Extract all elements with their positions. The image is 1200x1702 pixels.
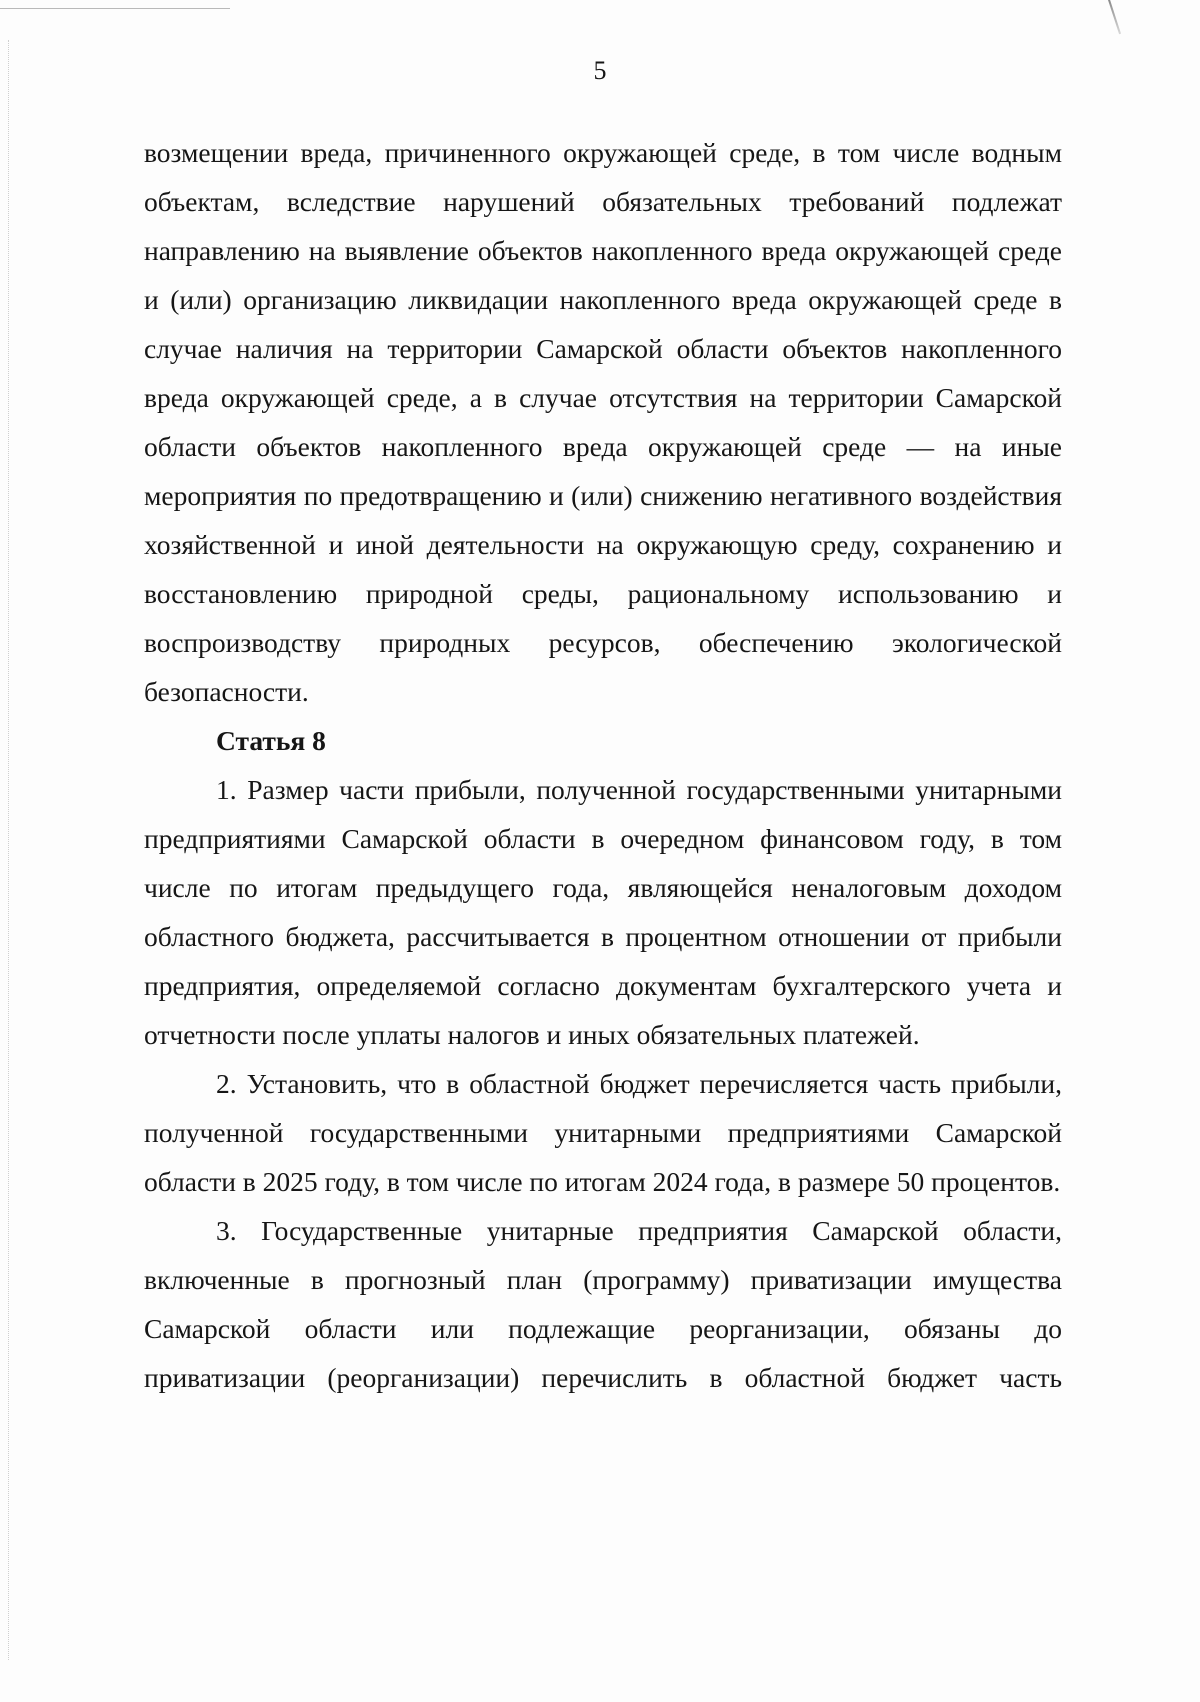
scan-artifact-top-line	[0, 8, 230, 9]
article-item-1: 1. Размер части прибыли, полученной государственными унитарными предприятиями Самарской области в очередном финансовом году, в том числе по итогам предыдущего года, являющейся неналоговым доходом областного бюджета, рассчитывается в процентном отношении от прибыли предприятия, определяемой согласно документам бухгалтерского учета и отчетности после уплаты налогов и иных обязательных платежей.	[144, 774, 1062, 1050]
article-item-3: 3. Государственные унитарные предприятия Самарской области, включенные в прогнозный план (программу) приватизации имущества Самарской области или подлежащие реорганизации, обязаны до приватизации (реорганизации) перечислить в областной бюджет часть	[144, 1215, 1062, 1393]
article-heading: Статья 8	[216, 725, 326, 756]
paragraph-continuation: возмещении вреда, причиненного окружающей среде, в том числе водным объектам, вследствие нарушений обязательных требований подлежат направлению на выявление объектов накопленного вреда окружающей среде и (или) организацию ликвидации накопленного вреда окружающей среде в случае наличия на территории Самарской области объектов накопленного вреда окружающей среде, а в случае отсутствия на территории Самарской области объектов накопленного вреда окружающей среде — на иные мероприятия по предотвращению и (или) снижению негативного воздействия хозяйственной и иной деятельности на окружающую среду, сохранению и восстановлению природной среды, рациональному использованию и воспроизводству природных ресурсов, обеспечению экологической безопасности.	[144, 137, 1062, 707]
scan-artifact-left-margin	[8, 40, 9, 1660]
scan-artifact-edge	[1108, 0, 1121, 34]
article-item-2: 2. Установить, что в областной бюджет перечисляется часть прибыли, полученной государственными унитарными предприятиями Самарской области в 2025 году, в том числе по итогам 2024 года, в размере 50 процентов.	[144, 1068, 1062, 1197]
page-number: 5	[593, 56, 607, 85]
document-body	[144, 128, 1062, 1402]
